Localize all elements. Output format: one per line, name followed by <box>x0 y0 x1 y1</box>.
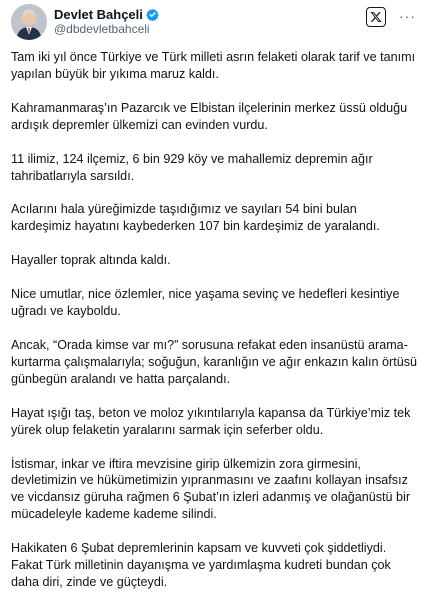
display-name[interactable]: Devlet Bahçeli <box>54 7 143 22</box>
author-display-row <box>54 7 159 22</box>
tweet-header <box>11 0 420 44</box>
tweet-paragraph: Acılarını hala yüreğimizde taşıdığımız ve sayıları 54 bini bulan kardeşimiz hayatını kaybederken 107 bin kardeşimiz de yaralandı. <box>11 202 380 234</box>
avatar[interactable] <box>11 4 47 40</box>
tweet-paragraph: 11 ilimiz, 124 ilçemiz, 6 bin 929 köy ve mahallemiz depremin ağır tahribatlarıyla sarsıldı. <box>11 151 373 183</box>
more-options-icon[interactable]: ··· <box>399 8 416 24</box>
x-glyph-icon <box>370 11 382 23</box>
author-handle[interactable]: @dbdevletbahceli <box>54 22 150 36</box>
tweet-paragraph: Ancak, “Orada kimse var mı?” sorusuna refakat eden insanüstü arama-kurtarma çalışmalarıyla; soğuğun, karanlığın ve ağır enkazın kalın örtüsü günbegün aralandı ve hatta parçalandı. <box>11 337 418 386</box>
tweet-paragraph: Tam iki yıl önce Türkiye ve Türk milleti asrın felaketi olarak tarif ve tanımı yapılan büyük bir yıkıma maruz kaldı. <box>11 50 416 81</box>
tweet-paragraph: İstismar, inkar ve iftira mevzisine girip ülkemizin zora girmesini, devletimizin ve hükümetimizin yıpranmasını ve zaafını kollayan insafsız ve vicdansız güruha rağmen 6 Şubat’ın izleri adanmış ve olağanüstü bir mücadeleyle kademe kademe silindi. <box>11 456 411 522</box>
tweet-paragraph: Hakikaten 6 Şubat depremlerinin kapsam ve kuvveti çok şiddetliydi. Fakat Türk milletinin dayanışma ve yardımlaşma kudreti bundan çok daha diri, zinde ve güçteydi. <box>11 541 391 589</box>
x-logo-icon[interactable] <box>366 7 386 27</box>
tweet-body <box>11 44 420 591</box>
tweet-paragraph: Nice umutlar, nice özlemler, nice yaşama sevinç ve hedefleri kesintiye uğradı ve kayboldu. <box>11 287 400 319</box>
tweet-paragraph: Kahramanmaraş’ın Pazarcık ve Elbistan ilçelerinin merkez üssü olduğu ardışık depremler ülkemizi can evinden vurdu. <box>11 100 408 132</box>
avatar-image <box>11 4 47 40</box>
verified-badge-icon <box>146 8 159 21</box>
tweet-paragraph: Hayat ışığı taş, beton ve moloz yıkıntılarıyla kapansa da Türkiye’miz tek yürek olup felaketin yaralarını sarmak için seferber oldu. <box>11 405 411 437</box>
tweet-paragraph: Hayaller toprak altında kaldı. <box>11 253 171 268</box>
author-names <box>54 7 159 37</box>
